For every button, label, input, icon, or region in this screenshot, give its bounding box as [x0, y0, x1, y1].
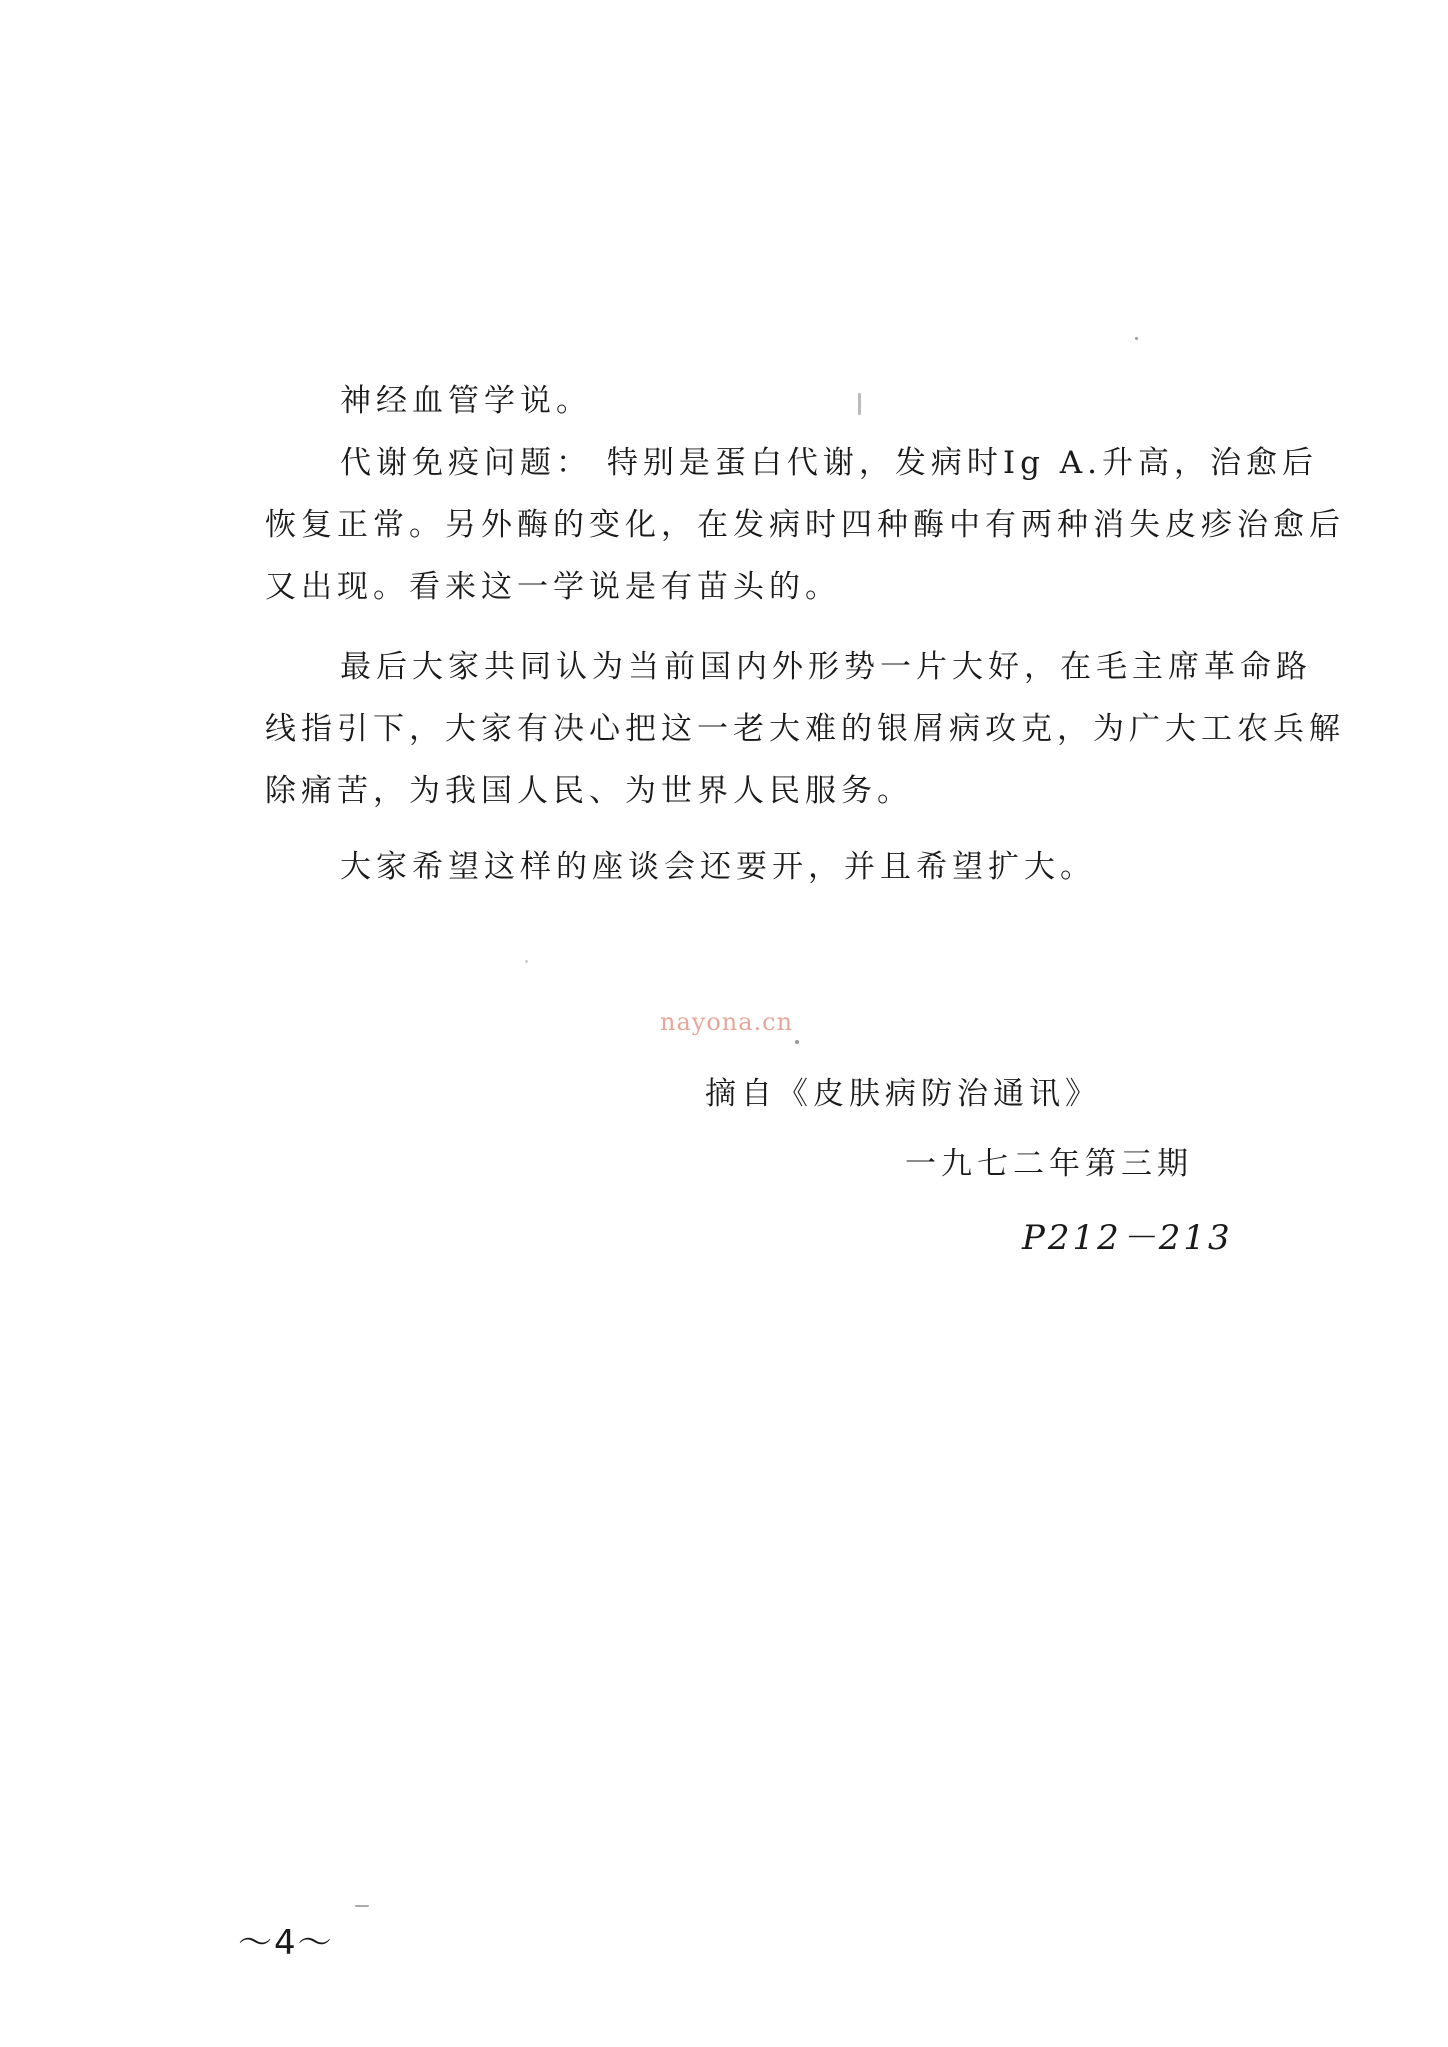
source-citation: 摘自《皮肤病防治通讯》 [705, 1076, 1101, 1112]
scan-speck [1135, 337, 1138, 340]
source-issue: 一九七二年第三期 [905, 1146, 1193, 1182]
page-number: ～4～ [238, 1923, 334, 1963]
paragraph-hope: 大家希望这样的座谈会还要开，并且希望扩大。 [340, 849, 1096, 885]
scan-speck [858, 393, 861, 415]
watermark: nayona.cn [660, 1008, 794, 1036]
scan-speck [525, 960, 528, 963]
source-pages: P212－213 [1022, 1218, 1233, 1258]
paragraph-neurovascular: 神经血管学说。 [340, 383, 592, 419]
paragraph-conclusion: 最后大家共同认为当前国内外形势一片大好，在毛主席革命路线指引下，大家有决心把这一老大难的银屑病攻克，为广大工农兵解除痛苦，为我国人民、为世界人民服务。 [265, 649, 1345, 809]
scan-speck [355, 1905, 369, 1907]
scan-speck [795, 1040, 799, 1044]
paragraph-metabolic-immune: 代谢免疫问题： 特别是蛋白代谢，发病时Ig A.升高，治愈后恢复正常。另外酶的变化，在发病时四种酶中有两种消失皮疹治愈后又出现。看来这一学说是有苗头的。 [265, 445, 1345, 605]
